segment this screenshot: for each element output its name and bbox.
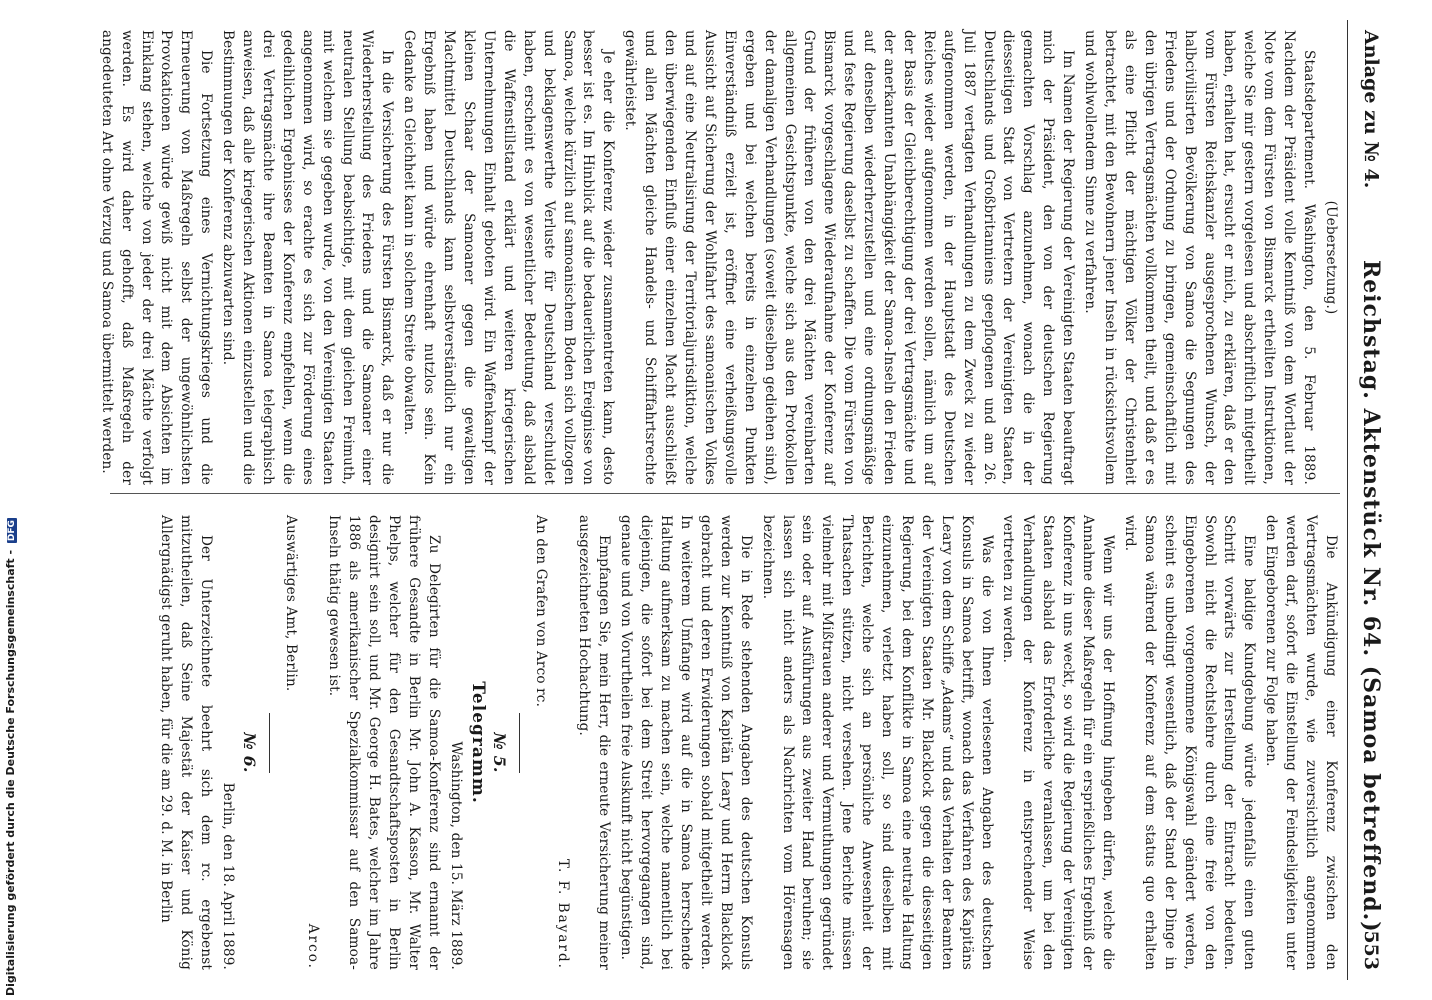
document-6-dateline: Berlin, den 18. April 1889. — [219, 782, 236, 970]
digitization-note: Digitalisierung gefördert durch die Deutsche Forschungsgemeinschaft - — [4, 549, 17, 996]
digitization-credit — [4, 518, 17, 996]
telegram-recipient: Auswärtiges Amt, Berlin. — [282, 515, 299, 692]
telegram-body: Zu Delegirten für die Samoa-Konferenz sind ernannt der frühere Gesandte in Berlin Mr. John A. Kasson, Mr. Walter Phelps, welcher für den Gesandtschaftsposten in Berlin designirt sein soll, und Mr. George H. Bates, welcher im Jahre 1886 als amerikanischer Spezialkommissar auf den Samoa-Inseln thätig gewesen ist. — [326, 515, 443, 970]
dfg-logo-icon: DFG — [7, 520, 17, 542]
paragraph: Empfangen Sie, mein Herr, die erneute Versicherung meiner ausgezeichneten Hochachtung. — [576, 515, 613, 970]
paragraph: Wenn wir uns der Hoffnung hingeben dürfen, welche die Annahme dieser Maßregeln für ein ersprießliches Ergebniß der Konferenz in uns weckt, so wird die Regierung der Vereinigten Staaten alsbald das Erforderliche veranlassen, um bei den Verhandlungen der Konferenz in entsprechender Weise vertreten zu werden. — [1000, 515, 1117, 970]
document-number-5: № 5. — [489, 732, 509, 773]
header-title: Reichstag. Aktenstück Nr. 64. (Samoa betreffend.) — [1358, 260, 1384, 933]
header-annex-label: Anlage zu № 4. — [1360, 30, 1382, 189]
section-rule — [269, 713, 270, 773]
paragraph: Was die von Ihnen verlesenen Angaben des deutschen Konsuls in Samoa betrifft, wonach das Verfahren des Kapitäns Leary von dem Schiffe „Adams“ und das Verhalten der Beamten der Vereinigten Staaten Mr. Blacklock gegen die diesseitigen Regierung, bei dem Konflikte in Samoa eine neutrale Haltung einzunehmen, verletzt haben soll, so sind dieselben mit Berichten, welche sich an persönliche Anwesenheit der Thatsachen stützen, nicht versehen. Jene Berichte müssen vielmehr mit Mißtrauen anderer und Vermuthungen gegründet sein oder auf Ausführungen aus zweiter Hand beruhen; sie lassen sich nicht anders als Nachrichten vom Hörensagen bezeichnen. — [759, 515, 995, 970]
paragraph: In die Versicherung des Fürsten Bismarck, daß er nur die Wiederherstellung des Friedens und die Samoaner einer neutralen Stellung beabsichtige, mit dem gleichen Freimuth, mit welchem sie gegeben wurde, von den Vereinigten Staaten angenommen wird, so erachte es sich zur Förderung eines gedeihlichen Ergebnisses der Konferenz empfehlen, wenn die drei Vertragsmächte ihre Beamten in Samoa telegraphisch anweisen, daß alle kriegerischen Aktionen einzustellen und die Bestimmungen der Konferenz abzuwarten sind. — [220, 30, 396, 485]
paragraph: Die Fortsetzung eines Vernichtungskrieges und die Erneuerung von Maßregeln selbst der ungewöhnlichsten Provokationen würde gewiß nicht mit dem Absichten im Einklang stehen, welche von jeder der drei Mächte verfolgt werden. Es wird daher gehofft, daß Maßregeln der angedeuteten Art ohne Verzug und Samoa übermittelt werden. — [98, 30, 215, 485]
document-number-6: № 6. — [239, 732, 259, 773]
paragraph: Je eher die Konferenz wieder zusammentreten kann, desto besser ist es. Im Hinblick auf die bedauerlichen Ereignisse von Samoa, welche kürzlich auf samoanischem Boden sich vollzogen und beklagenswerthe Verluste für Deutschland verschuldet haben, erscheint es von wesentlicher Bedeutung, daß alsbald die Waffenstillstand erklärt und weiteren kriegerischen Unternehmungen Einhalt geboten wird. Ein Waffenkampf der kleinen Schaar der Samoaner gegen die gewaltigen Machtmittel Deutschlands kann selbstverständlich nur ein Ergebniß haben und würde ehrenhaft nutzlos sein. Kein Gedanke an Gleichheit kann in solchem Streite obwalten. — [401, 30, 617, 485]
running-header — [1352, 30, 1386, 970]
paragraph: Eine baldige Kundgebung würde jedenfalls einen guten Schritt vorwärts zur Herstellung der Eintracht bedeuten. Sowohl nicht die Rechtslehre durch eine freie von den Eingeborenen vorgenommene Königswahl geändert werden, scheint es unbedingt wesentlich, daß der Stand der Dinge in Samoa während der Konferenz auf dem status quo erhalten wird. — [1121, 515, 1258, 970]
telegram-dateline: Washington, den 15. März 1889. — [447, 741, 464, 970]
signature-bayard: T. F. Bayard. — [554, 858, 571, 970]
paragraph: Die in Rede stehenden Angaben des deutschen Konsuls werden zur Kenntniß von Kapitän Leary und Herrn Blacklock gebracht und deren Erwiderungen sobald mitgetheilt werden. In weiterem Umfange wird auf die in Samoa herrschende Haltung aufmerksam zu machen sein, welche namentlich bei diejenigen, die sofort bei dem Streit hervorgegangen sind, genaue und von Vorurtheilen freie Auskunft nicht begünstigen. — [618, 515, 754, 970]
document-6-body: Der Unterzeichnete beehrt sich dem rc. ergebenst mitzutheilen, daß Seine Majestät der Kaiser und König Allergnädigst geruht haben, für die am 29. d. M. in Berlin — [158, 515, 214, 970]
left-column — [94, 30, 1340, 485]
continuation-note: (Uebersetzung.) — [1323, 200, 1339, 315]
telegram-title: Telegramm. — [467, 681, 488, 804]
telegram-signature: Arco. — [304, 923, 321, 970]
paragraph: Staatsdepartement. Washington, den 5. Februar 1889. Nachdem der Präsident volle Kenntniß von dem Wortlaut der Note vom dem Fürsten von Bismarck ertheilten Instruktionen, welche Sie mir gestern vorgelesen und abschriftlich mitgetheilt haben, erhalten hat, ersucht er mich, zu erklären, daß er den vom Fürsten Reichskanzler ausgesprochenen Wunsch, der halbcivilisirten Bevölkerung von Samoa die Segnungen des Friedens und der Ordnung zu bringen, gemeinschaftlich mit den übrigen Vertragsmächten vollkommen theilt, und daß er es als eine Pflicht der mächtigen Völker der Christenheit betrachtet, mit den Bewohnern jener Inseln in rücksichtsvollem und wohlwollendem Sinne zu verfahren. — [1082, 30, 1318, 485]
right-column — [153, 515, 1340, 970]
column-divider — [110, 493, 1340, 494]
page-number: 553 — [1360, 930, 1382, 970]
paragraph: Im Namen der Regierung der Vereinigten Staaten beauftragt mich der Präsident, den von der deutschen Regierung gemachten Vorschlag anzunehmen, wonach die in der diesseitigen Stadt von Vertretern der Vereinigten Staaten, Deutschlands und Großbritanniens geepflogenen und am 26. Juli 1887 vertagten Verhandlungen zu dem Zweck zu wieder aufgenommen werden, in der Hauptstadt des Deutschen Reiches wieder aufgenommen werden sollen, nämlich um auf der Basis der Gleichberechtigung der drei Vertragsmächte und der anerkannten Unabhängigkeit der Samoa-Inseln den Frieden auf denselben wiederherzustellen und eine ordnungsmäßige und feste Regierung daselbst zu schaffen. Die vom Fürsten von Bismarck vorgeschlagene Wiederaufnahme der Konferenz auf Grund der früheren von den drei Mächten vereinbarten allgemeinen Gesichtspunkte, welche sich aus den Protokollen der damaligen Verhandlungen (soweit dieselben gediehen sind), ergeben und bei welchen bereits in einzelnen Punkten Einverständniß erzielt ist, eröffnet eine verheißungsvolle Aussicht auf Sicherung der Wohlfahrt des samoanischen Volkes und auf eine Neutralisirung der Territorialjurisdiktion, welche den überwiegenden Einfluß einer einzelnen Macht ausschließt und allen Mächten gleiche Handels- und Schifffahrtsrechte gewährleistet. — [622, 30, 1077, 485]
addressee: An den Grafen von Arco rc. — [532, 515, 549, 708]
paragraph: Die Ankündigung einer Konferenz zwischen den Vertragsmächten wurde, wie zuversichtlich angenommen werden darf, sofort die Einstellung der Feindseligkeiten unter den Eingeborenen zur Folge haben. — [1263, 515, 1339, 970]
header-rule — [1347, 20, 1348, 980]
section-rule — [519, 713, 520, 773]
